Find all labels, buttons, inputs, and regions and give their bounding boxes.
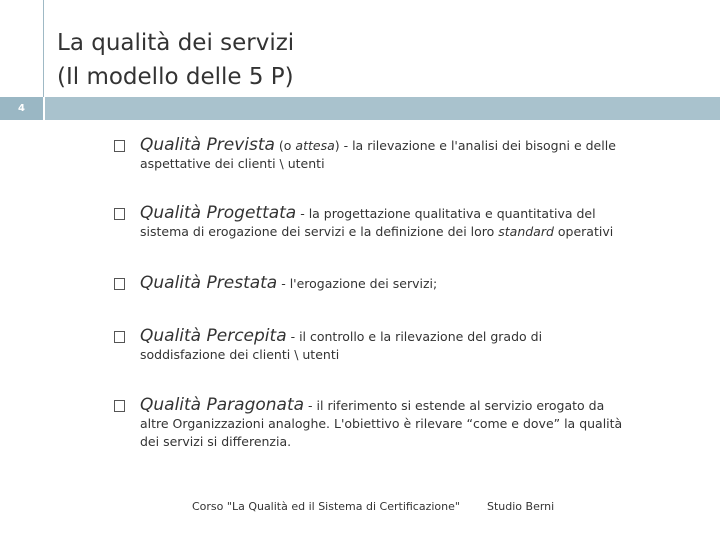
item-cont-emphasis: standard	[498, 224, 554, 239]
footer-course: Corso "La Qualità ed il Sistema di Certificazione"	[192, 500, 460, 513]
item-description: - la progettazione qualitativa e quantitativa del	[296, 206, 596, 221]
item-continuation: dei servizi si differenzia.	[140, 434, 292, 449]
item-term: Qualità Prestata	[140, 273, 278, 293]
bullet-box-icon	[114, 208, 125, 220]
item-continuation: altre Organizzazioni analoghe. L'obiettivo è rilevare “come e dove” la qualità	[140, 416, 623, 431]
list-item-paragonata	[140, 395, 680, 451]
footer-studio: Studio Berni	[487, 500, 555, 513]
bullet-box-icon	[114, 140, 125, 152]
item-description: - il controllo e la rilevazione del grado di	[286, 329, 543, 344]
item-desc-emphasis: attesa	[295, 138, 335, 153]
item-term: Qualità Prevista	[140, 135, 275, 155]
list-item-prevista	[140, 135, 680, 173]
item-cont-part: sistema di erogazione dei servizi e la definizione dei loro	[140, 224, 499, 239]
bullet-box-icon	[114, 331, 125, 343]
item-term: Qualità Progettata	[140, 203, 297, 223]
slide-title-line-1: La qualità dei servizi	[57, 30, 295, 56]
item-term: Qualità Percepita	[140, 326, 287, 346]
item-continuation: aspettative dei clienti \ utenti	[140, 156, 325, 171]
item-description: - l'erogazione dei servizi;	[277, 276, 438, 291]
list-item-progettata	[140, 203, 680, 241]
item-desc-part: ) - la rilevazione e l'analisi dei bisogni e delle	[334, 138, 616, 153]
bullet-box-icon	[114, 400, 125, 412]
item-cont-part: operativi	[553, 224, 614, 239]
list-item-percepita	[140, 326, 680, 364]
slide-title-line-2: (Il modello delle 5 P)	[57, 64, 294, 90]
item-desc-part: (o	[274, 138, 296, 153]
list-item-prestata	[140, 273, 680, 293]
item-description	[275, 138, 616, 153]
bullet-box-icon	[114, 278, 125, 290]
item-continuation: soddisfazione dei clienti \ utenti	[140, 347, 340, 362]
slide-number: 4	[0, 97, 43, 120]
item-continuation	[140, 223, 680, 241]
item-description: - il riferimento si estende al servizio erogato da	[304, 398, 605, 413]
item-term: Qualità Paragonata	[140, 395, 305, 415]
